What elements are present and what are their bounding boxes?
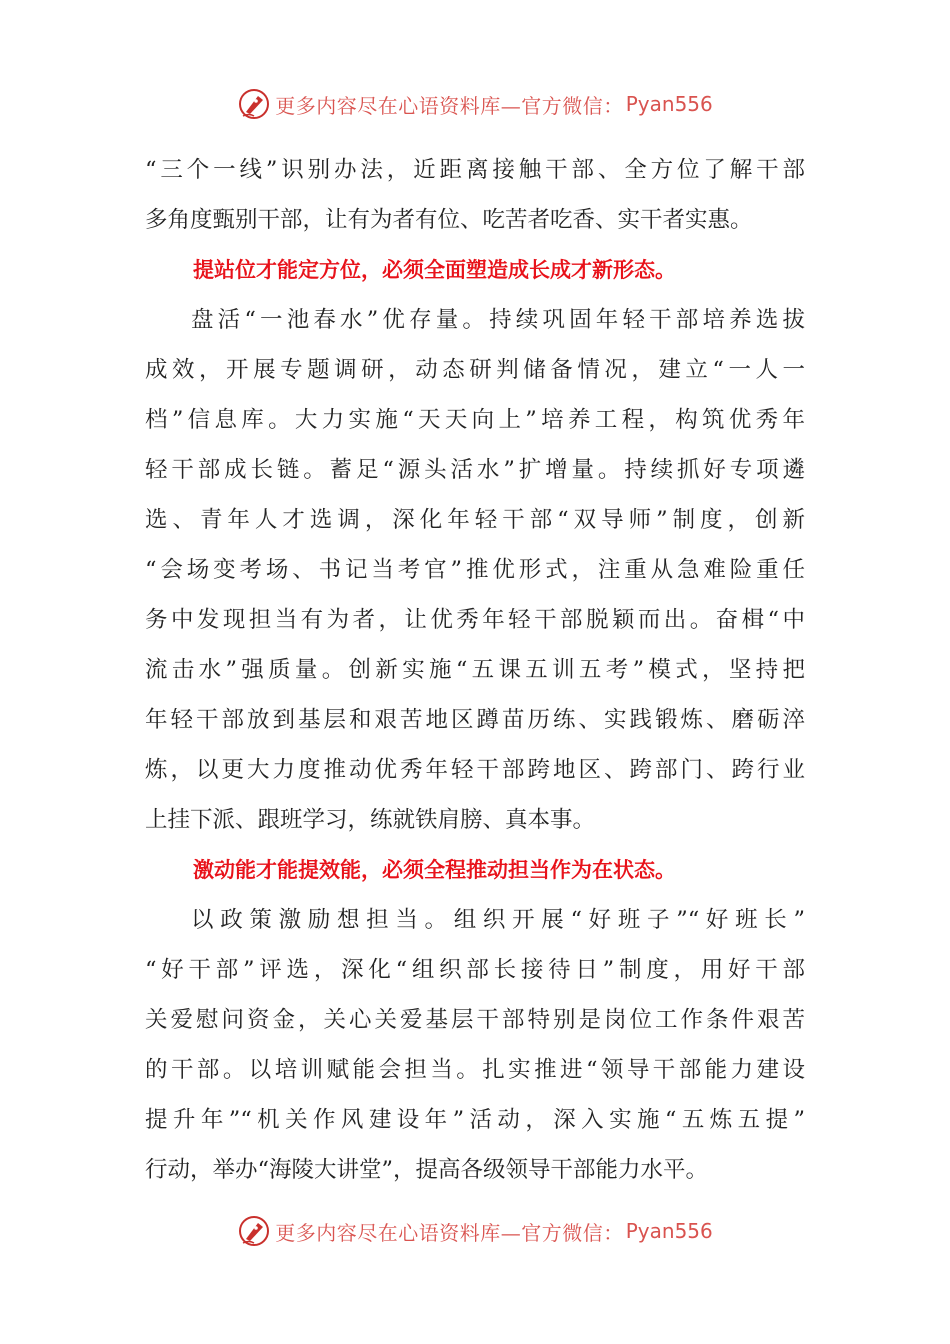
text-line: 炼，以更大力度推动优秀年轻干部跨地区、跨部门、跨行业 — [145, 757, 805, 783]
banner-text: 更多内容尽在心语资料库—官方微信： — [275, 1220, 624, 1245]
wechat-id: Pyan556 — [625, 1219, 713, 1243]
paragraph-first-line: 盘活“一池春水”优存量。持续巩固年轻干部培养选拔 — [191, 307, 805, 333]
text-line: 多角度甄别干部，让有为者有位、吃苦者吃香、实干者实惠。 — [145, 207, 753, 233]
header-banner — [0, 84, 950, 124]
text-line: 行动，举办“海陵大讲堂”，提高各级领导干部能力水平。 — [145, 1157, 709, 1183]
document-body — [145, 145, 805, 1195]
section-heading: 激动能才能提效能，必须全程推动担当作为在状态。 — [193, 858, 676, 882]
pen-nib-logo-icon — [237, 87, 271, 121]
text-line: 流击水”强质量。创新实施“五课五训五考”模式，坚持把 — [145, 657, 805, 683]
text-line: “好干部”评选，深化“组织部长接待日”制度，用好干部 — [145, 957, 805, 983]
text-line: 关爱慰问资金，关心关爱基层干部特别是岗位工作条件艰苦 — [145, 1007, 805, 1033]
text-line: 务中发现担当有为者，让优秀年轻干部脱颖而出。奋楫“中 — [145, 607, 805, 633]
text-line: 年轻干部放到基层和艰苦地区蹲苗历练、实践锻炼、磨砺淬 — [145, 707, 805, 733]
text-line: 成效，开展专题调研，动态研判储备情况，建立“一人一 — [145, 357, 805, 383]
text-line: 提升年”“机关作风建设年”活动，深入实施“五炼五提” — [145, 1107, 805, 1133]
footer-banner — [0, 1211, 950, 1251]
text-line: “会场变考场、书记当考官”推优形式，注重从急难险重任 — [145, 557, 805, 583]
pen-nib-logo-icon — [237, 1214, 271, 1248]
text-line: “三个一线”识别办法，近距离接触干部、全方位了解干部 — [145, 157, 805, 183]
banner-text: 更多内容尽在心语资料库—官方微信： — [275, 93, 624, 118]
text-line: 上挂下派、跟班学习，练就铁肩膀、真本事。 — [145, 807, 596, 833]
paragraph-first-line: 以政策激励想担当。组织开展“好班子”“好班长” — [191, 907, 805, 933]
text-line: 选、青年人才选调，深化年轻干部“双导师”制度，创新 — [145, 507, 805, 533]
wechat-id: Pyan556 — [625, 92, 713, 116]
text-line: 轻干部成长链。蓄足“源头活水”扩增量。持续抓好专项遴 — [145, 457, 805, 483]
section-heading: 提站位才能定方位，必须全面塑造成长成才新形态。 — [193, 258, 676, 282]
text-line: 档”信息库。大力实施“天天向上”培养工程，构筑优秀年 — [145, 407, 805, 433]
text-line: 的干部。以培训赋能会担当。扎实推进“领导干部能力建设 — [145, 1057, 805, 1083]
